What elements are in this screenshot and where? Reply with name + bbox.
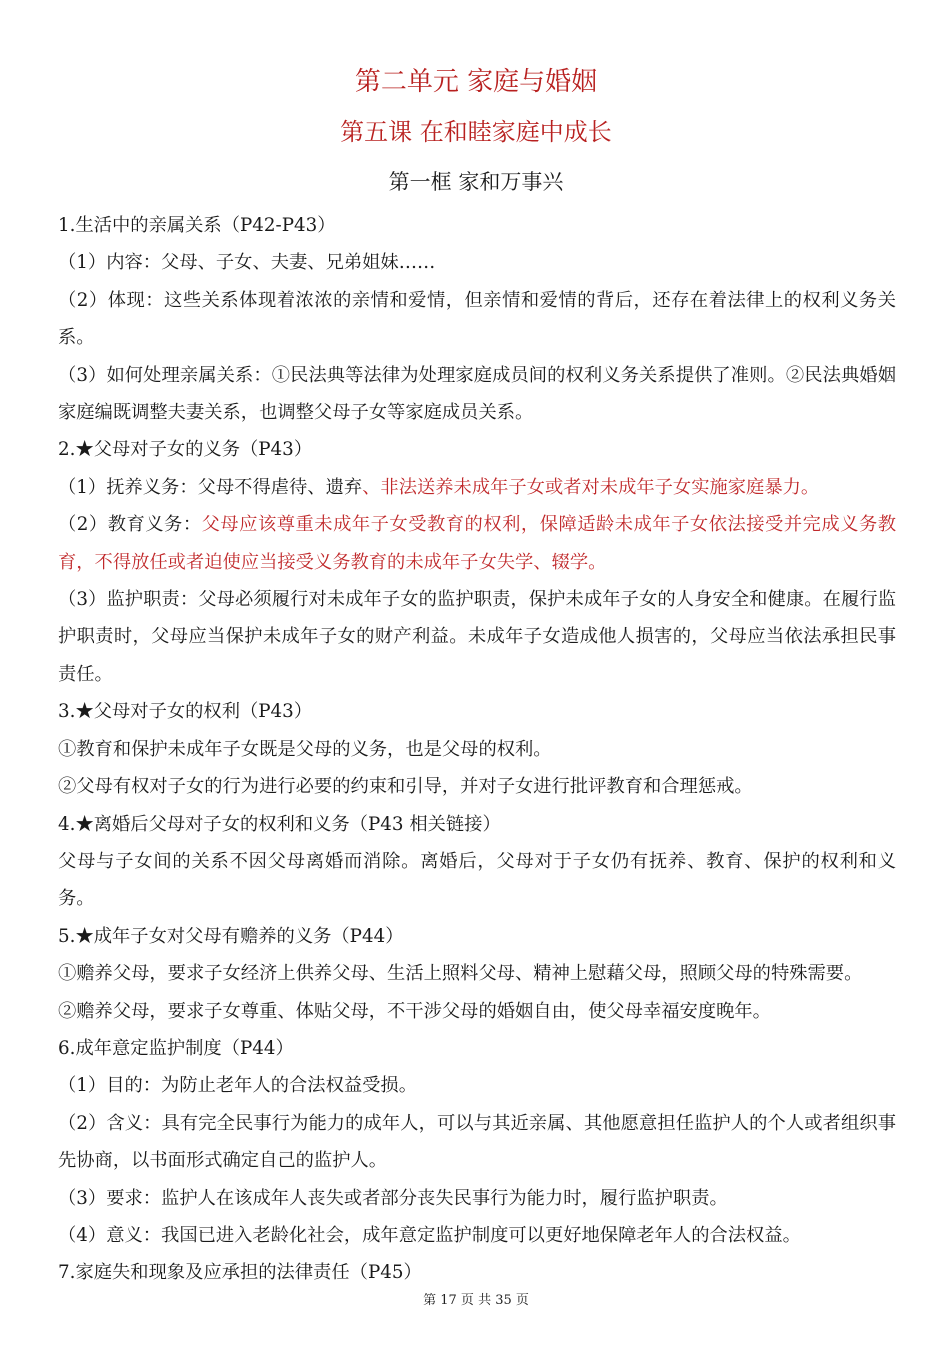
frame-title: 第一框 家和万事兴 bbox=[388, 170, 564, 194]
paragraph bbox=[58, 244, 896, 281]
paragraph bbox=[58, 843, 896, 918]
paragraph bbox=[58, 1067, 896, 1104]
page-footer: 第 17 页 共 35 页 bbox=[423, 1293, 529, 1308]
text-segment: （4）意义：我国已进入老龄化社会，成年意定监护制度可以更好地保障老年人的合法权益。 bbox=[58, 1224, 801, 1246]
text-segment: （2）体现：这些关系体现着浓浓的亲情和爱情，但亲情和爱情的背后，还存在着法律上的权利义务关系。 bbox=[58, 289, 896, 349]
section bbox=[58, 693, 896, 805]
paragraph bbox=[58, 469, 896, 506]
section bbox=[58, 1030, 896, 1254]
text-segment: （3）要求：监护人在该成年人丧失或者部分丧失民事行为能力时，履行监护职责。 bbox=[58, 1187, 728, 1209]
text-segment: （3）如何处理亲属关系：①民法典等法律为处理家庭成员间的权利义务关系提供了准则。②民法典婚姻家庭编既调整夫妻关系，也调整父母子女等家庭成员关系。 bbox=[58, 364, 896, 424]
paragraph bbox=[58, 768, 896, 805]
section bbox=[58, 207, 896, 431]
text-segment: （2）含义：具有完全民事行为能力的成年人，可以与其近亲属、其他愿意担任监护人的个人或者组织事先协商，以书面形式确定自己的监护人。 bbox=[58, 1112, 896, 1172]
highlighted-text: 父母应该尊重未成年子女受教育的权利，保障适龄未成年子女依法接受并完成义务教育，不得放任或者迫使应当接受义务教育的未成年子女失学、辍学。 bbox=[58, 514, 897, 573]
paragraph bbox=[58, 993, 896, 1030]
paragraph bbox=[58, 1217, 896, 1254]
section-heading: 2.★父母对子女的义务（P43） bbox=[58, 439, 313, 461]
section-heading: 3.★父母对子女的权利（P43） bbox=[58, 701, 313, 723]
text-segment: （1）抚养义务：父母不得虐待、遗弃 bbox=[58, 476, 363, 498]
section-heading: 4.★离婚后父母对子女的权利和义务（P43 相关链接） bbox=[58, 813, 501, 835]
section-heading: 7.家庭失和现象及应承担的法律责任（P45） bbox=[58, 1262, 422, 1284]
section-heading: 5.★成年子女对父母有赡养的义务（P44） bbox=[58, 925, 404, 947]
section bbox=[58, 1254, 896, 1291]
section bbox=[58, 806, 896, 918]
paragraph bbox=[58, 282, 896, 357]
text-segment: ①教育和保护未成年子女既是父母的义务，也是父母的权利。 bbox=[58, 738, 552, 760]
lesson-title: 第五课 在和睦家庭中成长 bbox=[340, 118, 612, 146]
text-segment: （1）内容：父母、子女、夫妻、兄弟姐妹…… bbox=[58, 252, 436, 274]
text-segment: ②父母有权对子女的行为进行必要的约束和引导，并对子女进行批评教育和合理惩戒。 bbox=[58, 776, 753, 798]
paragraph bbox=[58, 731, 896, 768]
section bbox=[58, 918, 896, 1030]
highlighted-text: 、非法送养未成年子女或者对未成年子女实施家庭暴力。 bbox=[362, 476, 820, 498]
text-segment: 父母与子女间的关系不因父母离婚而消除。离婚后，父母对于子女仍有抚养、教育、保护的权利和义务。 bbox=[58, 850, 896, 910]
paragraph bbox=[58, 506, 896, 581]
paragraph bbox=[58, 1105, 896, 1180]
text-segment: ①赡养父母，要求子女经济上供养父母、生活上照料父母、精神上慰藉父母，照顾父母的特殊需要。 bbox=[58, 963, 863, 985]
section-heading: 1.生活中的亲属关系（P42-P43） bbox=[58, 215, 336, 236]
unit-title: 第二单元 家庭与婚姻 bbox=[354, 67, 598, 97]
document-body bbox=[58, 207, 896, 1292]
paragraph bbox=[58, 955, 896, 992]
text-segment: ②赡养父母，要求子女尊重、体贴父母，不干涉父母的婚姻自由，使父母幸福安度晚年。 bbox=[58, 1000, 771, 1022]
paragraph bbox=[58, 581, 896, 693]
text-segment: （3）监护职责：父母必须履行对未成年子女的监护职责，保护未成年子女的人身安全和健康。在履行监护职责时，父母应当保护未成年子女的财产利益。未成年子女造成他人损害的，父母应当依法承担民事责任。 bbox=[58, 589, 896, 685]
section-heading: 6.成年意定监护制度（P44） bbox=[58, 1037, 294, 1059]
paragraph bbox=[58, 357, 896, 432]
text-segment: （1）目的：为防止老年人的合法权益受损。 bbox=[58, 1075, 417, 1097]
section bbox=[58, 431, 896, 693]
text-segment: （2）教育义务： bbox=[58, 514, 202, 536]
paragraph bbox=[58, 1180, 896, 1217]
